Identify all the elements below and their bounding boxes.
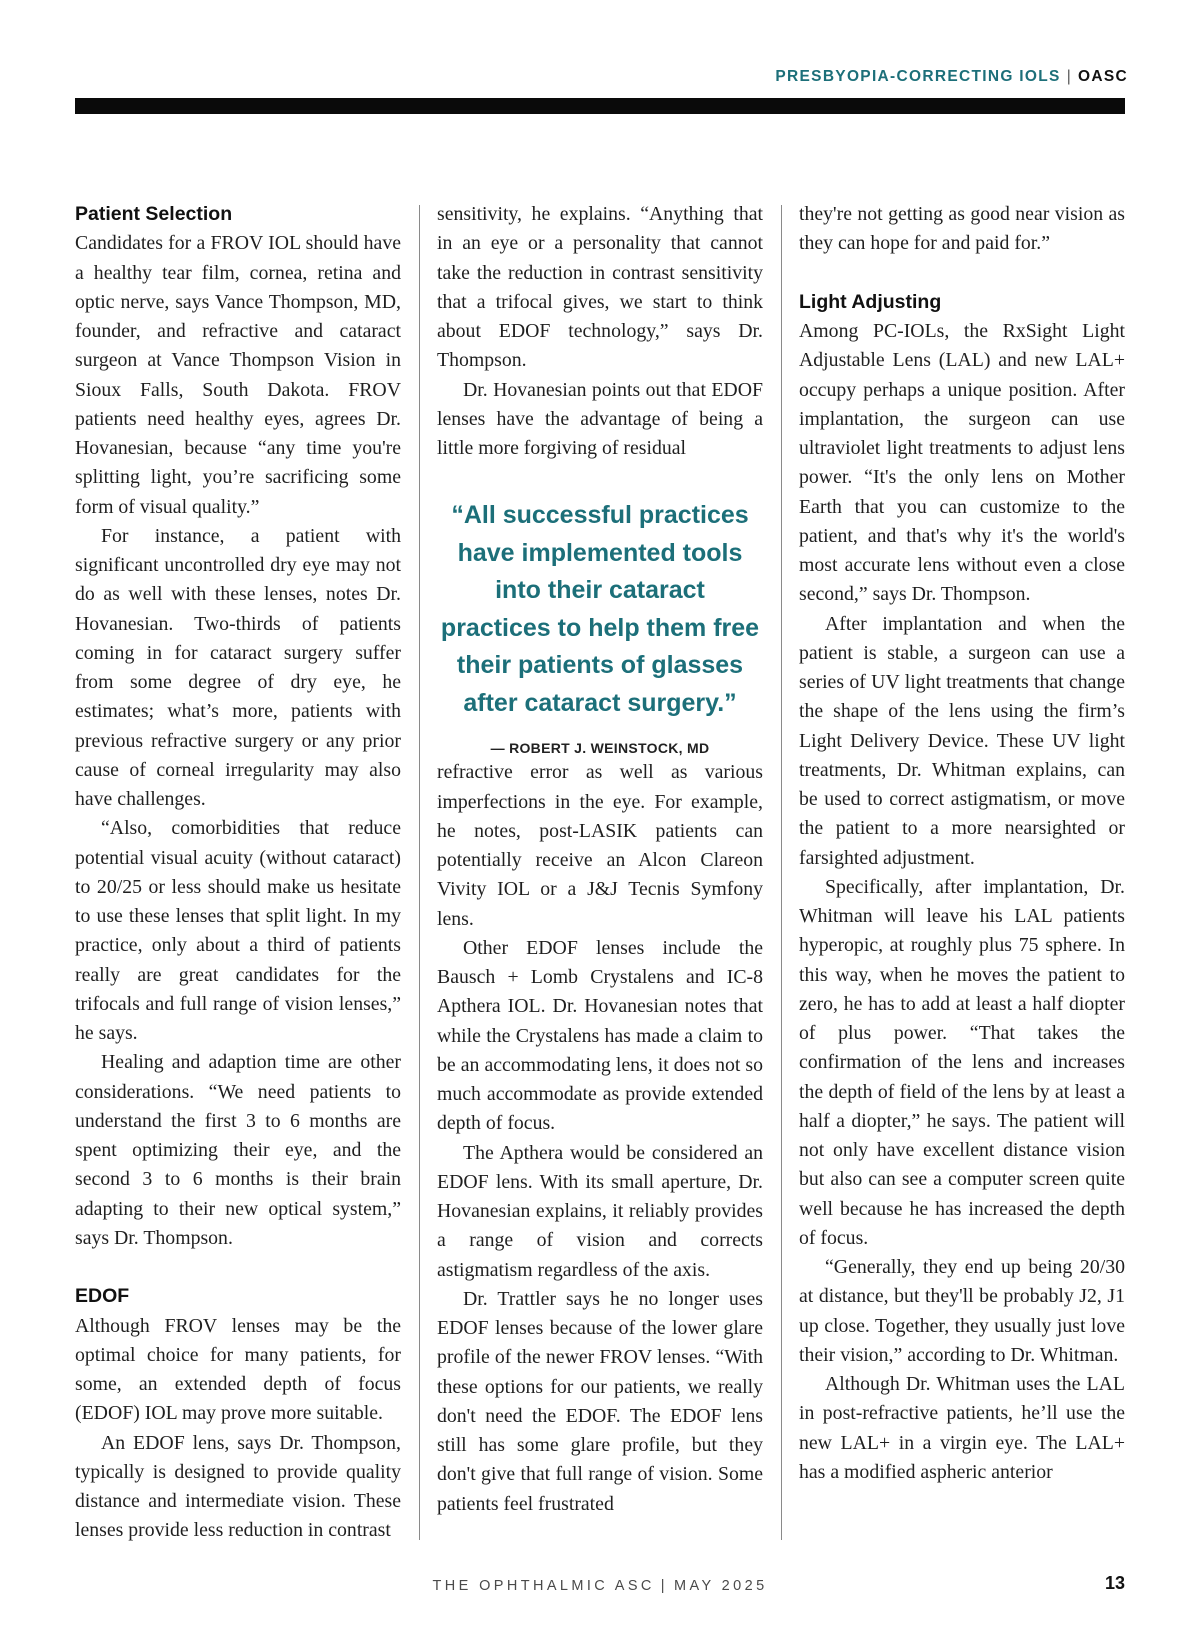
publication-label: OASC (1078, 68, 1128, 85)
paragraph: they're not getting as good near vision as they can hope for and paid for.” (799, 203, 1125, 255)
paragraph: An EDOF lens, says Dr. Thompson, typically is designed to provide quality distance and intermediate vision. These lenses provide less reduction in contrast (75, 1431, 401, 1542)
heading-light-adjusting: Light Adjusting (799, 290, 942, 313)
footer-magazine: THE OPHTHALMIC ASC (432, 1578, 655, 1594)
pull-quote (437, 497, 763, 758)
paragraph: Specifically, after implantation, Dr. Whitman will leave his LAL patients hyperopic, at roughly plus 75 sphere. In this way, when he moves the patient to zero, he has to add at least a half diopter of plus power. “That takes the confirmation of the lens and increases the depth of field of the lens by at least a half a diopter,” he says. The patient will not only have excellent distance vision but also can see a computer screen quite well because he has increased the depth of focus. (799, 875, 1125, 1249)
paragraph: Although FROV lenses may be the optimal choice for many patients, for some, an extended depth of focus (EDOF) IOL may prove more suitable. (75, 1314, 401, 1425)
paragraph: “Generally, they end up being 20/30 at distance, but they'll be probably J2, J1 up close. Together, they usually just love their vision,” according to Dr. Whitman. (799, 1256, 1125, 1366)
running-header (775, 68, 1128, 90)
section-spacer (75, 1253, 401, 1282)
paragraph: “Also, comorbidities that reduce potential visual acuity (without cataract) to 20/25 or less should make us hesitate to use these lenses that split light. In my practice, only about a third of patients really are great candidates for the trifocals and full range of vision lenses,” he says. (75, 817, 401, 1044)
paragraph: Candidates for a FROV IOL should have a healthy tear film, cornea, retina and optic nerve, says Vance Thompson, MD, founder, and refractive and cataract surgeon at Vance Thompson Vision in Sioux Falls, South Dakota. FROV patients need healthy eyes, agrees Dr. Hovanesian, because “any time you're splitting light, you’re sacrificing some form of visual quality.” (75, 232, 401, 518)
page-number: 13 (1104, 1573, 1125, 1593)
paragraph: sensitivity, he explains. “Anything that in an eye or a personality that cannot take the reduction in contrast sensitivity that a trifocal gives, we start to think about EDOF technology,” says Dr. Thompson. (437, 203, 763, 372)
paragraph: refractive error as well as various imperfections in the eye. For example, he notes, post-LASIK patients can potentially receive an Alcon Clareon Vivity IOL or a J&J Tecnis Symfony lens. (437, 761, 763, 930)
section-spacer (799, 259, 1125, 288)
column-3 (799, 200, 1125, 1487)
column-divider (419, 205, 420, 1540)
heading-patient-selection: Patient Selection (75, 203, 233, 225)
heading-edof: EDOF (75, 1285, 130, 1308)
paragraph: Healing and adaption time are other considerations. “We need patients to understand the first 3 to 6 months are spent optimizing their eye, and the second 3 to 6 months is their brain adapting to their new optical system,” says Dr. Thompson. (75, 1051, 401, 1249)
paragraph: Among PC-IOLs, the RxSight Light Adjustable Lens (LAL) and new LAL+ occupy perhaps a unique position. After implantation, the surgeon can use ultraviolet light treatments to adjust lens power. “It's the only lens on Mother Earth that you can customize to the patient, and that's why it's the world's most accurate lens without even a close second,” says Dr. Thompson. (799, 320, 1125, 606)
paragraph: Although Dr. Whitman uses the LAL in post-refractive patients, he’ll use the new LAL+ in a virgin eye. The LAL+ has a modified aspheric anterior (799, 1373, 1125, 1483)
paragraph: For instance, a patient with significant uncontrolled dry eye may not do as well with these lenses, notes Dr. Hovanesian. Two-thirds of patients coming in for cataract surgery suffer from some degree of dry eye, he estimates; what’s more, patients with previous refractive surgery or any prior cause of corneal irregularity may also have challenges. (75, 524, 401, 810)
footer-issue: MAY 2025 (673, 1578, 768, 1594)
paragraph: Dr. Hovanesian points out that EDOF lenses have the advantage of being a little more forgiving of residual (437, 378, 763, 459)
paragraph: Dr. Trattler says he no longer uses EDOF lenses because of the lower glare profile of the newer FROV lenses. “With these options for our patients, we really don't need the EDOF. The EDOF lens still has some glare profile, but they don't give that full range of vision. Some patients feel frustrated (437, 1287, 763, 1515)
section-label: PRESBYOPIA-CORRECTING IOLS (775, 68, 1061, 85)
header-rule (75, 98, 1125, 114)
footer-separator: | (660, 1578, 668, 1594)
header-separator: | (1066, 68, 1073, 85)
column-2 (437, 200, 763, 1519)
paragraph: The Apthera would be considered an EDOF lens. With its small aperture, Dr. Hovanesian explains, it reliably provides a range of vision and corrects astigmatism regardless of the axis. (437, 1141, 763, 1281)
pull-quote-attribution: — ROBERT J. WEINSTOCK, MD (490, 740, 710, 757)
paragraph: Other EDOF lenses include the Bausch + Lomb Crystalens and IC-8 Apthera IOL. Dr. Hovanesian notes that while the Crystalens has made a claim to be an accommodating lens, it does not so much accommodate as provide extended depth of focus. (437, 936, 763, 1135)
column-1 (75, 200, 401, 1546)
page-footer (0, 1578, 1200, 1594)
paragraph: After implantation and when the patient is stable, a surgeon can use a series of UV light treatments that change the shape of the lens using the firm’s Light Delivery Device. These UV light treatments, Dr. Whitman explains, can be used to correct astigmatism, or move the patient to a more nearsighted or farsighted adjustment. (799, 612, 1125, 869)
column-divider (781, 205, 782, 1540)
pull-quote-text: “All successful practices have implemented tools into their cataract practices to help them free their patients of glasses after cataract surgery.” (440, 501, 760, 717)
